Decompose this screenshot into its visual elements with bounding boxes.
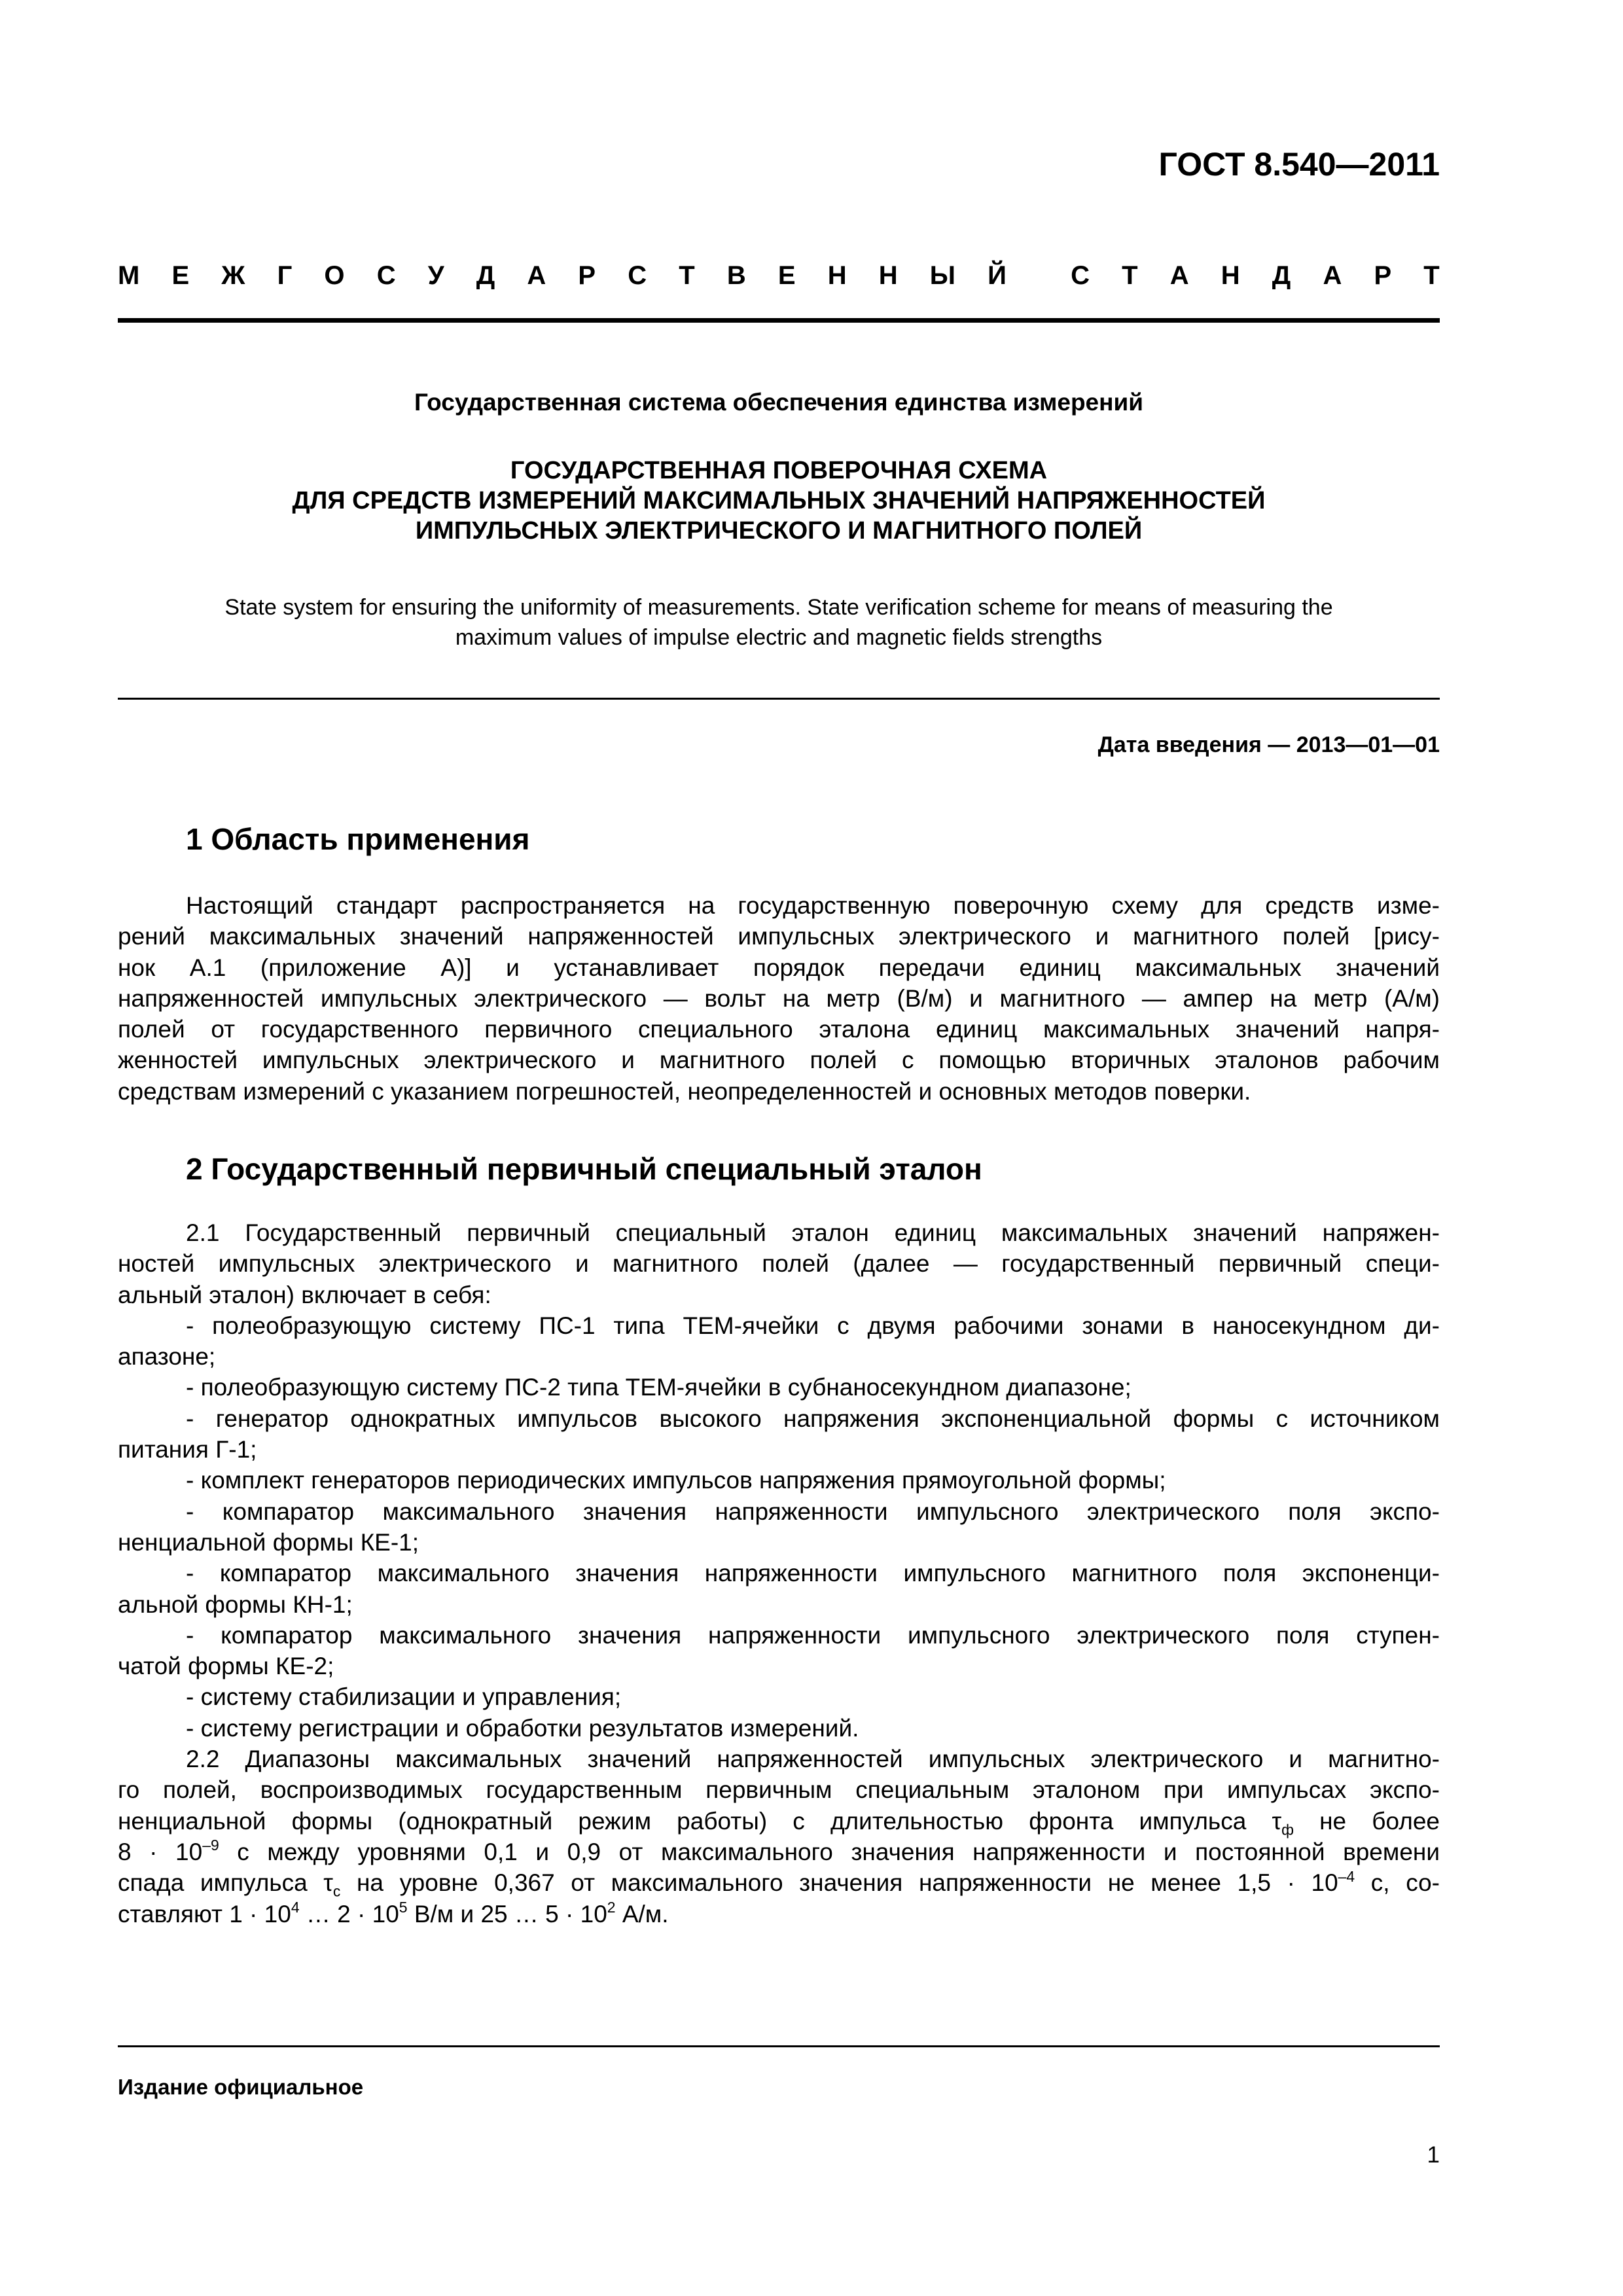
text-fragment: 8 · 10 (118, 1838, 203, 1865)
standard-type-letter: Г (277, 261, 293, 290)
standard-type-heading (118, 260, 1440, 291)
text-line: средствам измерений с указанием погрешностей, неопределенностей и основных методов поверки. (118, 1077, 1251, 1105)
text-fragment: с между уровнями 0,1 и 0,9 от максимального значения напряженности и постоянной времени (219, 1838, 1440, 1865)
list-item-line: - компаратор максимального значения напряженности импульсного электрического поля экспо- (186, 1498, 1440, 1525)
superscript: –9 (202, 1837, 219, 1854)
list-item-line: ненциальной формы КЕ-1; (118, 1528, 419, 1556)
standard-type-letter: А (1169, 261, 1189, 290)
text-line (118, 1899, 1440, 1929)
text-line: ностей импульсных электрического и магнитного полей (далее — государственный первичный специ- (118, 1250, 1440, 1278)
list-item-line: апазоне; (118, 1343, 216, 1371)
document-code: ГОСТ 8.540—2011 (1158, 146, 1440, 183)
section-2-body (118, 1217, 1440, 1929)
system-title: Государственная система обеспечения единства измерений (414, 389, 1143, 416)
standard-type-letter: М (118, 261, 140, 290)
list-item-line: - полеобразующую систему ПС-2 типа ТЕМ-ячейки в субнаносекундном диапазоне; (186, 1374, 1132, 1401)
list-item-line: альной формы КН-1; (118, 1590, 353, 1618)
text-line: полей от государственного первичного специального эталона единиц максимальных значений напря- (118, 1016, 1440, 1043)
list-item-line: - компаратор максимального значения напряженности импульсного магнитного поля экспоненци- (186, 1560, 1440, 1587)
page-number: 1 (1427, 2142, 1440, 2168)
list-item-line: - систему стабилизации и управления; (186, 1683, 622, 1711)
list-item-line: - полеобразующую систему ПС-1 типа ТЕМ-ячейки с двумя рабочими зонами в наносекундном ди- (186, 1312, 1440, 1339)
text-fragment: с, со- (1355, 1869, 1440, 1897)
superscript: –4 (1338, 1867, 1355, 1885)
text-line (118, 1806, 1440, 1837)
standard-type-letter: У (427, 261, 444, 290)
text-line: 2.1 Государственный первичный специальный эталон единиц максимальных значений напряжен- (186, 1219, 1440, 1246)
standard-type-letter: С (628, 261, 647, 290)
list-item-line: - компаратор максимального значения напряженности импульсного электрического поля ступен- (186, 1621, 1440, 1649)
text-line: Настоящий стандарт распространяется на государственную поверочную схему для средств изме- (186, 892, 1440, 919)
text-line: женностей импульсных электрического и магнитного полей с помощью вторичных эталонов рабочим (118, 1047, 1440, 1074)
list-item-line: питания Г-1; (118, 1436, 257, 1463)
text-line: нок А.1 (приложение А)] и устанавливает порядок передачи единиц максимальных значений (118, 954, 1440, 981)
title-line: ДЛЯ СРЕДСТВ ИЗМЕРЕНИЙ МАКСИМАЛЬНЫХ ЗНАЧЕНИЙ НАПРЯЖЕННОСТЕЙ (292, 487, 1266, 514)
text-line: напряженностей импульсных электрического — вольт на метр (В/м) и магнитного — ампер на метр (А/м) (118, 984, 1440, 1012)
text-line: альный эталон) включает в себя: (118, 1281, 491, 1308)
text-line (118, 1867, 1440, 1898)
standard-type-letter: С (1071, 261, 1090, 290)
text-line (118, 1837, 1440, 1867)
text-fragment: А/м. (615, 1900, 669, 1928)
standard-type-letter: Т (1423, 261, 1440, 290)
standard-type-letter: Т (1122, 261, 1138, 290)
title-divider (118, 698, 1440, 700)
superscript: 4 (291, 1899, 300, 1916)
introduction-date: Дата введения — 2013—01—01 (1097, 732, 1440, 757)
standard-type-letter: Д (476, 261, 495, 290)
section-1-heading: 1 Область применения (186, 822, 530, 856)
standard-type-letter: Е (171, 261, 190, 290)
standard-type-letter: Н (878, 261, 898, 290)
title-line: ГОСУДАРСТВЕННАЯ ПОВЕРОЧНАЯ СХЕМА (510, 457, 1048, 484)
standard-type-letter: Н (827, 261, 847, 290)
text-line: рений максимальных значений напряженностей импульсных электрического и магнитного полей [рису- (118, 923, 1440, 950)
standard-type-letter: Й (988, 261, 1007, 290)
text-fragment: не более (1293, 1807, 1440, 1835)
header-divider (118, 318, 1440, 323)
text-line: 2.2 Диапазоны максимальных значений напряженностей импульсных электрического и магнитно- (186, 1746, 1440, 1773)
english-title-line: maximum values of impulse electric and magnetic fields strengths (455, 625, 1103, 650)
superscript: 5 (399, 1899, 408, 1916)
list-item-line: - систему регистрации и обработки результатов измерений. (186, 1714, 859, 1742)
standard-type-letter: О (324, 261, 345, 290)
standard-type-letter: А (527, 261, 546, 290)
text-fragment: на уровне 0,367 от максимального значения напряженности не менее 1,5 · 10 (340, 1869, 1338, 1897)
standard-type-letter: Р (1374, 261, 1392, 290)
subscript: ф (1281, 1821, 1294, 1839)
standard-type-letter: Е (777, 261, 796, 290)
text-fragment: спада импульса τ (118, 1869, 333, 1897)
english-title (118, 592, 1440, 653)
list-item-line: чатой формы КЕ-2; (118, 1653, 334, 1680)
standard-type-letter: С (376, 261, 396, 290)
superscript: 2 (607, 1899, 616, 1916)
standard-type-letter: Н (1221, 261, 1240, 290)
section-2-heading: 2 Государственный первичный специальный эталон (186, 1152, 982, 1186)
text-fragment: ненциальной формы (однократный режим работы) с длительностью фронта импульса τ (118, 1807, 1282, 1835)
section-1-body (118, 890, 1440, 1107)
official-edition-label: Издание официальное (118, 2075, 364, 2099)
standard-type-letter: Т (679, 261, 695, 290)
standard-type-letter: Ы (929, 261, 955, 290)
standard-type-letter: Д (1272, 261, 1291, 290)
text-fragment: … 2 · 10 (299, 1900, 399, 1928)
subscript: c (332, 1882, 341, 1900)
standard-type-letter: Р (578, 261, 596, 290)
standard-type-letter: Ж (221, 261, 245, 290)
standard-type-letter: В (726, 261, 746, 290)
list-item-line: - комплект генераторов периодических импульсов напряжения прямоугольной формы; (186, 1467, 1166, 1494)
text-fragment: В/м и 25 … 5 · 10 (407, 1900, 607, 1928)
document-title (118, 456, 1440, 546)
standard-type-letter: А (1323, 261, 1342, 290)
title-line: ИМПУЛЬСНЫХ ЭЛЕКТРИЧЕСКОГО И МАГНИТНОГО ПОЛЕЙ (415, 517, 1143, 545)
list-item-line: - генератор однократных импульсов высокого напряжения экспоненциальной формы с источником (186, 1405, 1440, 1432)
text-line: го полей, воспроизводимых государственным первичным специальным эталоном при импульсах экспо- (118, 1776, 1440, 1804)
text-fragment: ставляют 1 · 10 (118, 1900, 291, 1928)
footer-divider (118, 2045, 1440, 2047)
english-title-line: State system for ensuring the uniformity of measurements. State verification scheme for means of measuring the (224, 595, 1333, 620)
